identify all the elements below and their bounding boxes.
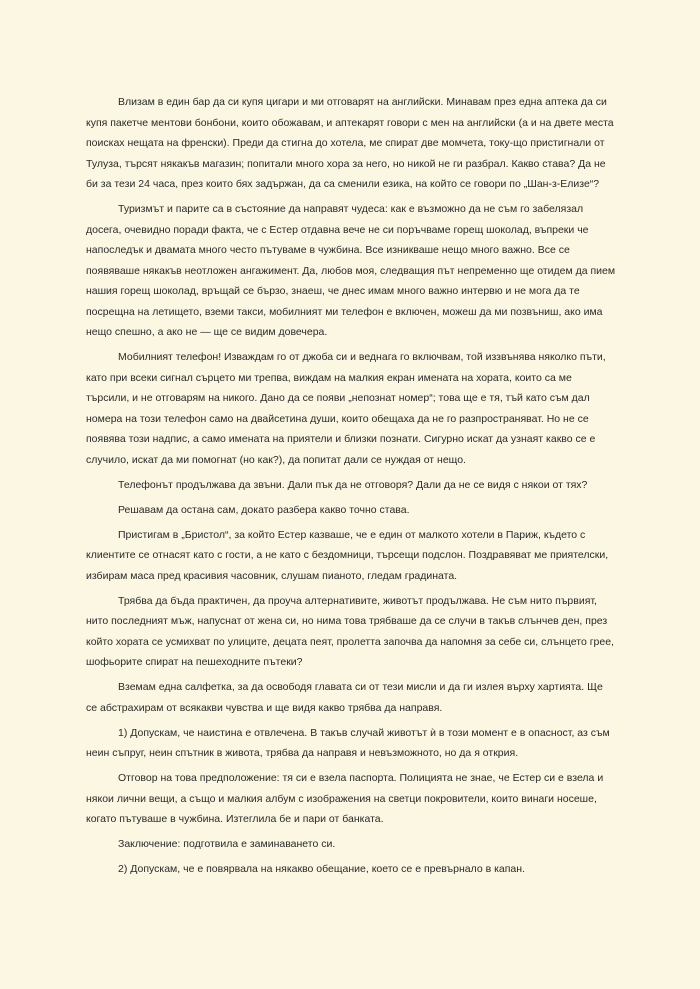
paragraph: Телефонът продължава да звъни. Дали пък да не отговоря? Дали да не се видя с някои от тях? bbox=[118, 478, 588, 491]
paragraph: Вземам една салфетка, за да освободя главата си от тези мисли и да ги излея върху хартията. Ще се абстрахирам от всякакви чувства и ще видя какво трябва да направя. bbox=[86, 681, 603, 714]
paragraph: Пристигам в „Бристол“, за който Естер казваше, че е един от малкото хотели в Париж, където с клиентите се отнасят като с гости, а не като с бездомници, търсещи подслон. Поздравяват ме приятелски, избирам маса пред красивия часовник, слушам пианото, гледам градината. bbox=[86, 528, 609, 582]
paragraph: Заключение: подготвила е заминаването си. bbox=[118, 838, 336, 850]
paragraph: Туризмът и парите са в състояние да направят чудеса: как е възможно да не съм го забелязал досега, очевидно поради факта, че с Естер отдавна вече не си поръчваме горещ шоколад, въпреки че напоследък и двамата много често пътуваме в чужбина. Все изникваше нещо много важно. Все се появяваше някакъв неотложен ангажимент. Да, любов моя, следващия път непременно ще отидем да пием нашия горещ шоколад, връщай се бързо, знаеш, че днес имам много важно интервю и не мога да те посрещна на летището, вземи такси, мобилният ми телефон е включен, можеш да ми позвъниш, ако има нещо спешно, а ако не — ще се видим довечера. bbox=[86, 203, 616, 338]
paragraph: Мобилният телефон! Изваждам го от джоба си и веднага го включвам, той иззвънява няколко пъти, като при всеки сигнал сърцето ми трепва, виждам на малкия екран имената на хората, които са ме търсили, и не отговарям на никого. Дано да се появи „непознат номер“; това ще е тя, тъй като съм дал номера на този телефон само на двайсетина души, които обещаха да не го разпространяват. Но не се появява този надпис, а само имената на приятели и близки познати. Сигурно искат да узнаят какво се е случило, искат да ми помогнат (но как?), да попитат дали се нуждая от нещо. bbox=[86, 351, 606, 466]
document-body bbox=[86, 92, 616, 884]
paragraph: Отговор на това предположение: тя си е взела паспорта. Полицията не знае, че Естер си е взела и някои лични вещи, а също и малкия албум с изображения на светци покровители, които винаги носеше, когато пътуваше в чужбина. Изтеглила бе и пари от банката. bbox=[86, 772, 604, 825]
paragraph: Решавам да остана сам, докато разбера какво точно става. bbox=[118, 503, 410, 516]
paragraph: Трябва да бъда практичен, да проуча алтернативите, животът продължава. Не съм нито първият, нито последният мъж, напуснат от жена си, но нима това трябваше да се случи в такъв слънчев ден, през който хората се усмихват по улиците, децата пеят, пролетта започва да напомня за себе си, слънцето грее, шофьорите спират на пешеходните пътеки? bbox=[86, 594, 614, 668]
paragraph: Влизам в един бар да си купя цигари и ми отговарят на английски. Минавам през една аптека да си купя пакетче ментови бонбони, които обожавам, и аптекарят говори с мен на английски (а и на двете места поисках нещата на френски). Преди да стигна до хотела, ме спират две момчета, току-що пристигнали от Тулуза, търсят някакъв магазин; попитали много хора за него, но никой не ги разбрал. Какво става? Да не би за тези 24 часа, през които бях задържан, да са сменили езика, на който се говори по „Шан-з-Елизе“? bbox=[86, 96, 614, 190]
paragraph: 1) Допускам, че наистина е отвлечена. В такъв случай животът ѝ в този момент е в опасност, аз съм неин съпруг, неин спътник в живота, трябва да направя и невъзможното, но да я открия. bbox=[86, 726, 610, 759]
paragraph: 2) Допускам, че е повярвала на някакво обещание, което се е превърнало в капан. bbox=[118, 863, 525, 875]
